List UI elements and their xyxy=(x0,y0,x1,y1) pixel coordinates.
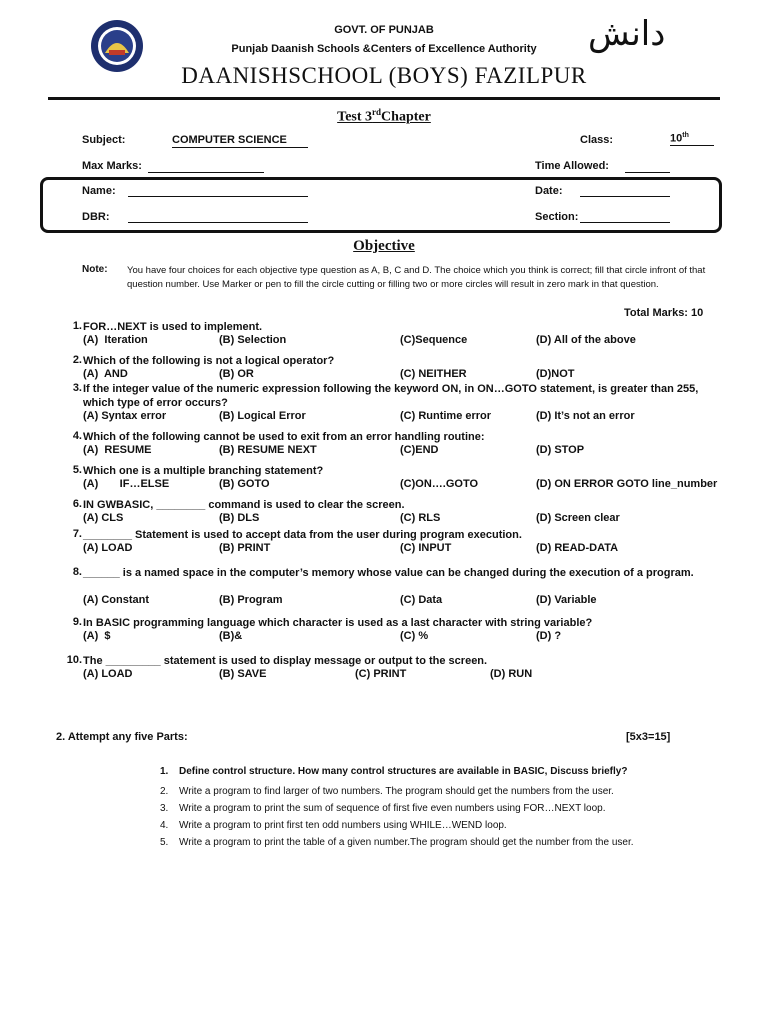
govt-title: GOVT. OF PUNJAB xyxy=(334,24,434,36)
question-1-option-d[interactable]: (D) All of the above xyxy=(536,334,636,346)
part2-item-text: Define control structure. How many control structures are available in BASIC, Discuss briefly? xyxy=(179,766,628,777)
question-number: 10. xyxy=(66,654,82,666)
question-1-option-b[interactable]: (B) Selection xyxy=(219,334,287,346)
question-9-option-d[interactable]: (D) ? xyxy=(536,630,562,642)
urdu-logo: دانش xyxy=(588,14,666,54)
question-4-option-b[interactable]: (B) RESUME NEXT xyxy=(219,444,317,456)
question-text: ______ is a named space in the computer’s memory whose value can be changed during the execution of a program. xyxy=(83,567,694,579)
max-marks-label: Max Marks: xyxy=(82,160,142,172)
authority-title: Punjab Daanish Schools &Centers of Excellence Authority xyxy=(231,43,537,55)
question-5-option-d[interactable]: (D) ON ERROR GOTO line_number xyxy=(536,478,718,490)
part2-item-text: Write a program to print first ten odd numbers using WHILE…WEND loop. xyxy=(179,820,507,831)
date-label: Date: xyxy=(535,185,563,197)
question-3-option-b[interactable]: (B) Logical Error xyxy=(219,410,306,422)
question-6-option-c[interactable]: (C) RLS xyxy=(400,512,441,524)
question-number: 5. xyxy=(72,464,82,476)
question-number: 9. xyxy=(72,616,82,628)
question-2-option-a[interactable]: (A) AND xyxy=(83,368,128,380)
question-3-option-d[interactable]: (D) It’s not an error xyxy=(536,410,635,422)
part2-item-number: 2. xyxy=(160,786,169,797)
question-number: 7. xyxy=(72,528,82,540)
test-title: Test 3rdChapter xyxy=(337,107,431,125)
question-number: 2. xyxy=(72,354,82,366)
question-7-option-d[interactable]: (D) READ-DATA xyxy=(536,542,619,554)
date-blank[interactable] xyxy=(580,196,670,197)
question-text: Which one is a multiple branching statement? xyxy=(83,465,324,477)
time-allowed-blank[interactable] xyxy=(625,172,670,173)
question-2-option-d[interactable]: (D)NOT xyxy=(536,368,575,380)
question-text: ________ Statement is used to accept data from the user during program execution. xyxy=(83,529,522,541)
section-blank[interactable] xyxy=(580,222,670,223)
question-4-option-c[interactable]: (C)END xyxy=(400,444,439,456)
part2-item-number: 1. xyxy=(160,766,169,777)
question-7-option-a[interactable]: (A) LOAD xyxy=(83,542,133,554)
part2-marks: [5x3=15] xyxy=(626,731,671,743)
subject-label: Subject: xyxy=(82,134,126,146)
question-7-option-c[interactable]: (C) INPUT xyxy=(400,542,452,554)
name-label: Name: xyxy=(82,185,116,197)
question-text: Which of the following is not a logical operator? xyxy=(83,355,335,367)
question-4-option-a[interactable]: (A) RESUME xyxy=(83,444,152,456)
question-6-option-a[interactable]: (A) CLS xyxy=(83,512,124,524)
question-4-option-d[interactable]: (D) STOP xyxy=(536,444,585,456)
question-text: In BASIC programming language which character is used as a last character with string variable? xyxy=(83,617,593,629)
objective-title: Objective xyxy=(353,238,415,254)
question-number: 6. xyxy=(72,498,82,510)
class-label: Class: xyxy=(580,134,614,146)
question-number: 8. xyxy=(72,566,82,578)
question-6-option-b[interactable]: (B) DLS xyxy=(219,512,260,524)
dbr-blank[interactable] xyxy=(128,222,308,223)
question-10-option-c[interactable]: (C) PRINT xyxy=(355,668,407,680)
section-label: Section: xyxy=(535,211,579,223)
max-marks-blank[interactable] xyxy=(148,172,264,173)
total-marks: Total Marks: 10 xyxy=(624,307,704,319)
question-5-option-c[interactable]: (C)ON….GOTO xyxy=(400,478,479,490)
question-number: 4. xyxy=(72,430,82,442)
part2-item-text: Write a program to find larger of two numbers. The program should get the numbers from the user. xyxy=(179,786,614,797)
question-10-option-d[interactable]: (D) RUN xyxy=(490,668,533,680)
class-value: 10th xyxy=(670,132,714,146)
question-number: 1. xyxy=(72,320,82,332)
question-2-option-c[interactable]: (C) NEITHER xyxy=(400,368,467,380)
part2-title: 2. Attempt any five Parts: xyxy=(56,731,188,743)
name-blank[interactable] xyxy=(128,196,308,197)
school-name: DAANISHSCHOOL (BOYS) FAZILPUR xyxy=(181,63,587,88)
question-9-option-b[interactable]: (B)& xyxy=(219,630,243,642)
question-10-option-b[interactable]: (B) SAVE xyxy=(219,668,267,680)
time-allowed-label: Time Allowed: xyxy=(535,160,609,172)
question-text: FOR…NEXT is used to implement. xyxy=(83,321,263,333)
part2-item-number: 3. xyxy=(160,803,169,814)
question-5-option-a[interactable]: (A) IF…ELSE xyxy=(83,478,170,490)
header-divider xyxy=(48,97,720,100)
part2-item-number: 4. xyxy=(160,820,169,831)
part2-item-text: Write a program to print the table of a given number.The program should get the number from the user. xyxy=(179,837,634,848)
note-text: You have four choices for each objective type question as A, B, C and D. The choice which you think is correct; fill that circle infront of that question number. Use Marker or pen to fill the circle cutting or filling two or more circles will result in zero mark in that question. xyxy=(127,265,706,290)
question-3-option-c[interactable]: (C) Runtime error xyxy=(400,410,492,422)
student-info-box xyxy=(40,177,722,233)
question-8-option-a[interactable]: (A) Constant xyxy=(83,594,149,606)
question-8-option-c[interactable]: (C) Data xyxy=(400,594,443,606)
part2-item-text: Write a program to print the sum of sequence of first five even numbers using FOR…NEXT loop. xyxy=(179,803,606,814)
question-9-option-a[interactable]: (A) $ xyxy=(83,630,111,642)
question-text: The _________ statement is used to display message or output to the screen. xyxy=(83,655,488,667)
part2-item-number: 5. xyxy=(160,837,169,848)
note-label: Note: xyxy=(82,264,108,275)
question-2-option-b[interactable]: (B) OR xyxy=(219,368,254,380)
question-text: If the integer value of the numeric expression following the keyword ON, in ON…GOTO statement, is greater than 255, which type of error occurs? xyxy=(83,383,699,409)
dbr-label: DBR: xyxy=(82,211,110,223)
question-5-option-b[interactable]: (B) GOTO xyxy=(219,478,270,490)
question-text: IN GWBASIC, ________ command is used to clear the screen. xyxy=(83,499,405,511)
question-8-option-d[interactable]: (D) Variable xyxy=(536,594,597,606)
question-8-option-b[interactable]: (B) Program xyxy=(219,594,283,606)
question-1-option-a[interactable]: (A) Iteration xyxy=(83,334,148,346)
question-6-option-d[interactable]: (D) Screen clear xyxy=(536,512,620,524)
question-text: Which of the following cannot be used to exit from an error handling routine: xyxy=(83,431,485,443)
question-10-option-a[interactable]: (A) LOAD xyxy=(83,668,133,680)
question-9-option-c[interactable]: (C) % xyxy=(400,630,429,642)
question-number: 3. xyxy=(72,382,82,394)
question-3-option-a[interactable]: (A) Syntax error xyxy=(83,410,167,422)
subject-value: COMPUTER SCIENCE xyxy=(172,134,308,148)
question-7-option-b[interactable]: (B) PRINT xyxy=(219,542,271,554)
question-1-option-c[interactable]: (C)Sequence xyxy=(400,334,468,346)
